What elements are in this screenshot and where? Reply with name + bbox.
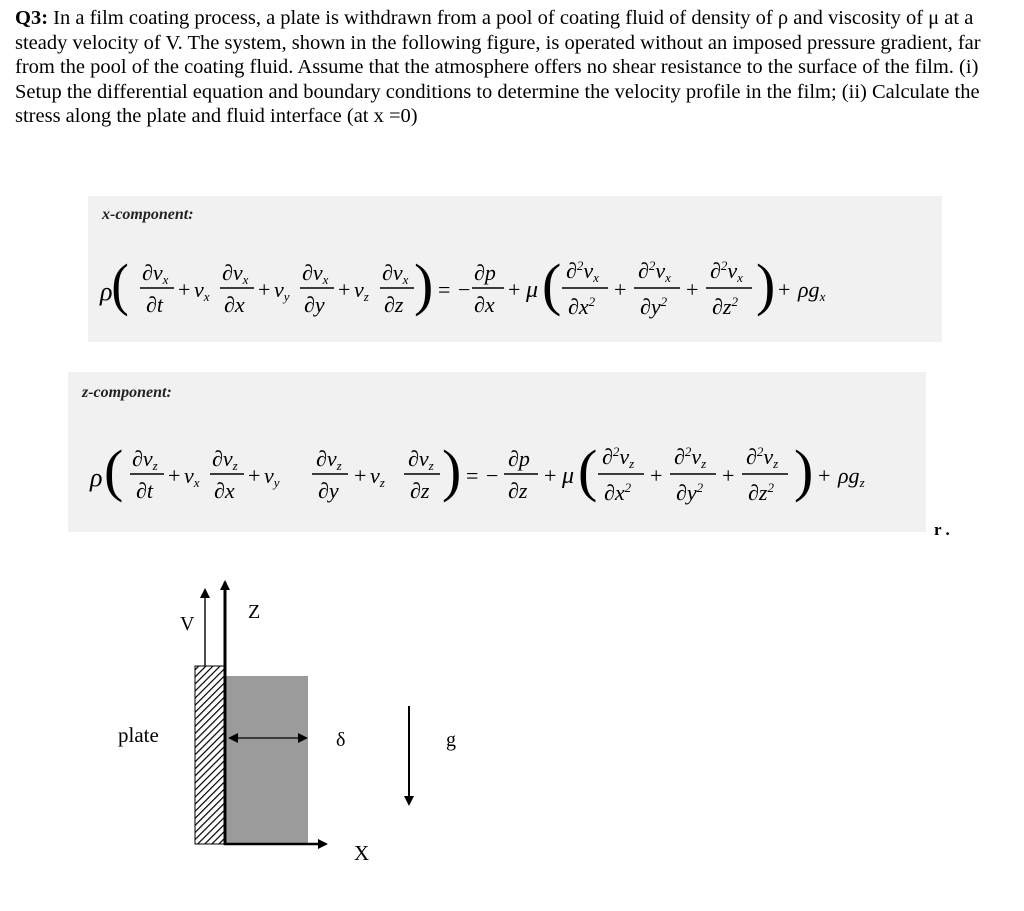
svg-text:∂2vz: ∂$^2$vz: [746, 444, 779, 471]
svg-text:+: +: [178, 277, 191, 302]
svg-text:∂vz: ∂vz: [212, 446, 238, 473]
z-component-equation-panel: [68, 372, 926, 532]
z-component-label: z-component:: [82, 384, 172, 401]
svg-text:ρgz: ρgz: [838, 463, 865, 490]
svg-text:∂x: ∂x: [224, 292, 245, 317]
svg-text:vx: vx: [184, 463, 200, 490]
svg-text:(: (: [111, 252, 129, 317]
svg-text:∂y2: $\partial y^2$: [640, 294, 668, 319]
svg-text:+: +: [614, 277, 627, 302]
svg-text:μ: μ: [526, 277, 539, 303]
svg-text:∂p: ∂p: [508, 446, 530, 471]
question-label: Q3:: [15, 7, 49, 29]
svg-text:∂z: ∂z: [508, 478, 528, 503]
svg-text:+: +: [818, 463, 831, 488]
svg-text:∂x: ∂x: [214, 478, 235, 503]
svg-text:): ): [794, 438, 814, 503]
svg-text:+: +: [258, 277, 271, 302]
svg-text:+: +: [168, 463, 181, 488]
question-text: [15, 6, 1015, 129]
svg-text:∂vz: ∂vz: [132, 446, 158, 473]
svg-text:−: −: [486, 463, 499, 488]
svg-text:∂t: ∂t: [136, 478, 153, 503]
svg-text:(: (: [542, 252, 562, 317]
x-component-equation: [88, 196, 942, 342]
svg-text:(: (: [578, 438, 598, 503]
svg-text:∂vx: ∂vx: [302, 260, 329, 287]
svg-text:): ): [756, 252, 776, 317]
svg-text:+: +: [338, 277, 351, 302]
label-delta: δ: [336, 729, 346, 751]
svg-text:∂x2: $\partial x^2$: [604, 480, 632, 505]
z-component-equation: [68, 372, 926, 532]
label-plate: plate: [118, 723, 159, 747]
svg-text:+: +: [508, 277, 521, 302]
svg-text:∂x2: $\partial x^2$: [568, 294, 596, 319]
stray-text: r .: [934, 520, 950, 539]
svg-text:∂vx: ∂vx: [142, 260, 169, 287]
svg-text:(: (: [104, 438, 124, 503]
svg-text:∂vx: ∂vx: [222, 260, 249, 287]
plate: [195, 666, 225, 844]
svg-text:+: +: [778, 277, 791, 302]
svg-text:+: +: [248, 463, 261, 488]
svg-text:+: +: [650, 463, 663, 488]
svg-text:ρgx: ρgx: [798, 277, 826, 304]
x-component-equation-panel: [88, 196, 942, 342]
svg-text:+: +: [544, 463, 557, 488]
svg-text:): ): [414, 252, 434, 317]
svg-text:): ): [442, 438, 462, 503]
svg-text:∂vx: ∂vx: [382, 260, 409, 287]
label-g: g: [446, 729, 456, 751]
svg-text:vy: vy: [264, 463, 280, 490]
svg-text:=: =: [466, 463, 479, 488]
svg-text:=: =: [438, 277, 451, 302]
svg-text:∂vz: ∂vz: [408, 446, 434, 473]
svg-text:∂y2: $\partial y^2$: [676, 480, 704, 505]
svg-text:∂2vx: ∂$^2$vx: [566, 258, 599, 285]
film-coating-figure: [0, 560, 520, 890]
svg-text:∂t: ∂t: [146, 292, 163, 317]
svg-text:∂z2: $\partial z^2$: [712, 294, 738, 319]
svg-text:∂2vz: ∂$^2$vz: [674, 444, 707, 471]
svg-text:+: +: [722, 463, 735, 488]
svg-text:ρ: ρ: [90, 463, 103, 492]
svg-text:∂z: ∂z: [384, 292, 404, 317]
svg-text:∂2vx: ∂$^2$vx: [710, 258, 743, 285]
svg-text:∂z2: $\partial z^2$: [748, 480, 774, 505]
svg-text:−: −: [458, 277, 471, 302]
svg-text:μ: μ: [562, 463, 575, 489]
question-body: In a film coating process, a plate is withdrawn from a pool of coating fluid of density of ρ and viscosity of μ at a steady velocity of V. The system, shown in the following figure, is operated without an imposed pressure gradient, far from the pool of the coating fluid. Assume that the atmosphere offers no shear resistance to the surface of the film. (i) Setup the differential equation and boundary conditions to determine the velocity profile in the film; (ii) Calculate the stress along the plate and fluid interface (at x =0): [15, 7, 981, 127]
svg-text:vz: vz: [354, 277, 369, 304]
label-x: X: [354, 841, 370, 865]
coating-film: [226, 676, 308, 844]
svg-text:∂z: ∂z: [410, 478, 430, 503]
svg-text:+: +: [686, 277, 699, 302]
x-component-label: x-component:: [102, 206, 194, 223]
svg-text:∂2vx: ∂$^2$vx: [638, 258, 671, 285]
svg-text:∂y: ∂y: [318, 478, 339, 503]
svg-text:∂vz: ∂vz: [316, 446, 342, 473]
svg-text:vy: vy: [274, 277, 290, 304]
svg-text:vx: vx: [194, 277, 210, 304]
svg-text:∂p: ∂p: [474, 260, 496, 285]
svg-text:∂2vz: ∂$^2$vz: [602, 444, 635, 471]
label-z: Z: [248, 601, 261, 623]
svg-text:∂x: ∂x: [474, 292, 495, 317]
label-v: V: [180, 613, 195, 635]
svg-text:∂y: ∂y: [304, 292, 325, 317]
svg-text:+: +: [354, 463, 367, 488]
svg-text:vz: vz: [370, 463, 385, 490]
svg-text:ρ: ρ: [100, 277, 113, 306]
